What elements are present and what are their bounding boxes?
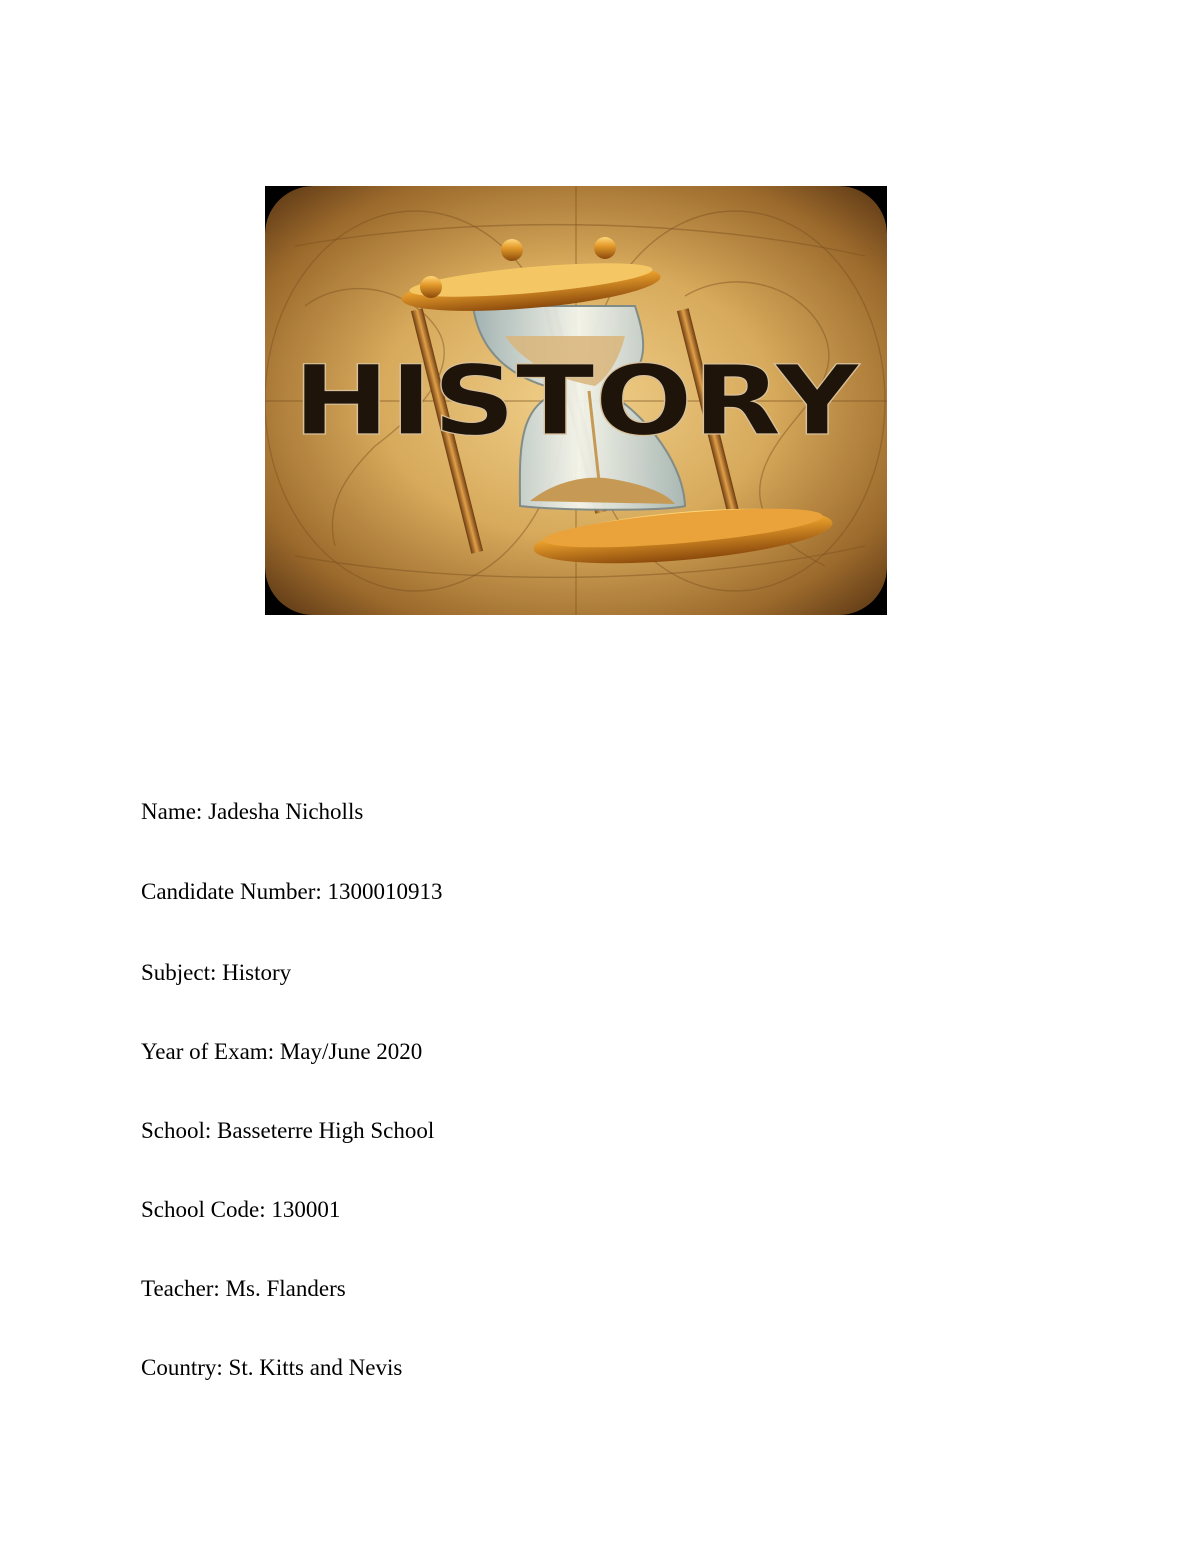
teacher-line: [141, 1275, 346, 1303]
history-wordmark: HISTORY: [293, 345, 861, 457]
country-label: Country:: [141, 1355, 223, 1380]
country-value: St. Kitts and Nevis: [228, 1355, 403, 1380]
year-of-exam-value: May/June 2020: [279, 1039, 423, 1064]
hourglass-map-illustration: [265, 186, 887, 615]
teacher-label: Teacher:: [141, 1276, 220, 1301]
school-label: School:: [141, 1118, 212, 1143]
school-code-value: 130001: [271, 1197, 341, 1222]
school-line: [141, 1117, 434, 1145]
year-of-exam-line: [141, 1038, 422, 1066]
candidate-number-value: 1300010913: [327, 879, 443, 904]
country-line: [141, 1354, 402, 1382]
candidate-number-line: [141, 878, 443, 906]
subject-line: [141, 959, 291, 987]
school-value: Basseterre High School: [217, 1118, 435, 1143]
name-value: Jadesha Nicholls: [208, 799, 364, 824]
history-cover-image: [265, 186, 887, 615]
name-label: Name:: [141, 799, 203, 824]
name-line: [141, 798, 363, 826]
school-code-line: [141, 1196, 340, 1224]
school-code-label: School Code:: [141, 1197, 266, 1222]
candidate-number-label: Candidate Number:: [141, 879, 322, 904]
subject-value: History: [222, 960, 292, 985]
subject-label: Subject:: [141, 960, 217, 985]
teacher-value: Ms. Flanders: [225, 1276, 346, 1301]
year-of-exam-label: Year of Exam:: [141, 1039, 275, 1064]
